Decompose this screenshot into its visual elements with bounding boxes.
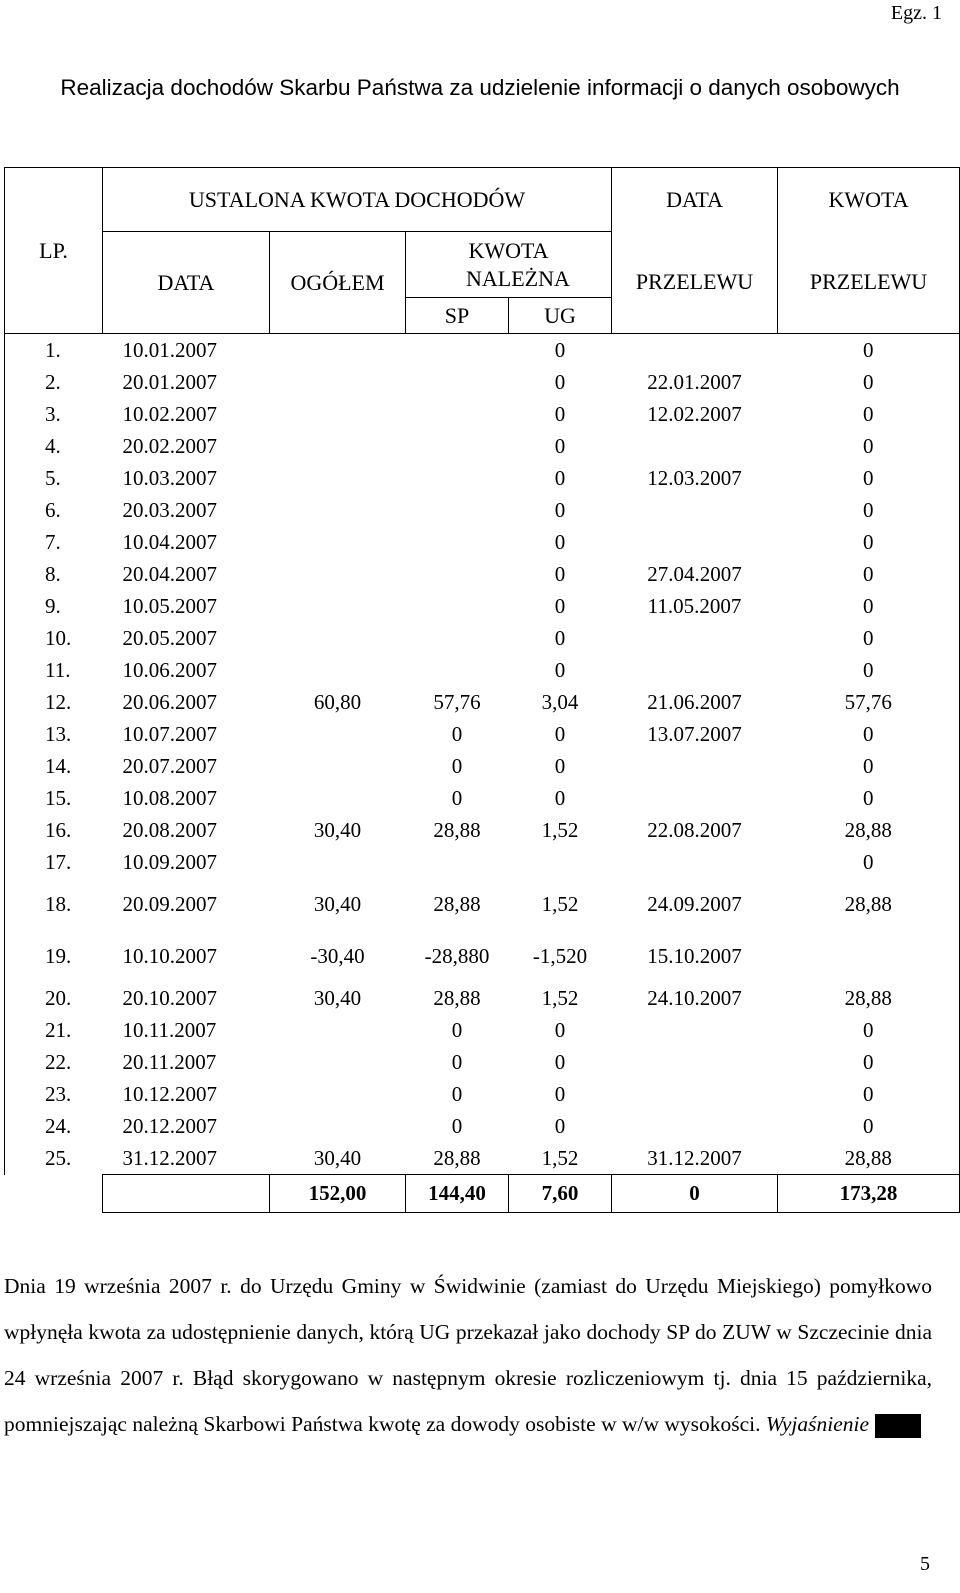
row-date: 10.04.2007 [122,529,217,554]
row-ug: 0 [554,1113,566,1138]
table-row [5,982,960,1014]
row-sp [406,398,509,430]
table-row [5,622,960,654]
row-total [270,334,406,367]
row-transfer-date: 22.08.2007 [647,817,742,842]
row-ug: 0 [554,721,566,746]
row-total [270,494,406,526]
row-date: 20.08.2007 [122,817,217,842]
row-lp: 21. [5,1014,103,1046]
row-ug: 0 [554,1049,566,1074]
row-sp: 28,88 [433,817,481,842]
row-total [270,366,406,398]
table-row [5,558,960,590]
row-total [270,622,406,654]
row-ug: 3,04 [541,689,579,714]
row-lp: 23. [5,1078,103,1110]
row-total [270,398,406,430]
row-date: 10.10.2007 [122,943,217,968]
totals-blank [5,1175,103,1213]
row-date: 10.09.2007 [122,849,217,874]
table-row [5,846,960,878]
header-kwota-przelewu-1: KWOTA [778,168,960,232]
row-date: 20.09.2007 [122,891,217,916]
row-transfer-amount: 0 [778,558,960,590]
row-transfer-amount: 0 [778,654,960,686]
row-ug: 0 [554,465,566,490]
row-transfer-date [612,1110,778,1142]
row-total: 30,40 [313,1145,362,1170]
row-sp: 0 [451,785,463,810]
table-row [5,526,960,558]
row-ug: 0 [554,561,566,586]
row-transfer-amount: 0 [778,334,960,367]
table-row [5,1014,960,1046]
row-transfer-amount: 0 [778,494,960,526]
row-transfer-date: 22.01.2007 [647,369,742,394]
row-ug: 0 [554,497,566,522]
row-ug: 0 [554,1017,566,1042]
totals-ug: 7,60 [509,1175,612,1213]
table-row [5,1110,960,1142]
row-lp: 22. [5,1046,103,1078]
row-transfer-date [612,750,778,782]
row-sp: 0 [451,753,463,778]
table-row [5,750,960,782]
row-date: 10.08.2007 [122,785,217,810]
row-transfer-amount: 0 [778,430,960,462]
row-transfer-amount: 0 [778,366,960,398]
row-total [270,558,406,590]
row-ug: 0 [554,401,566,426]
table-row [5,494,960,526]
row-sp: 28,88 [433,985,481,1010]
header-data: DATA [103,232,270,334]
row-lp: 24. [5,1110,103,1142]
row-transfer-amount [778,930,960,982]
row-date: 10.11.2007 [122,1017,217,1042]
row-ug: 0 [509,334,612,367]
row-transfer-date: 27.04.2007 [647,561,742,586]
row-sp [406,558,509,590]
row-transfer-amount: 0 [778,398,960,430]
row-transfer-amount: 0 [778,750,960,782]
page-number: 5 [920,1553,930,1575]
row-transfer-date [612,526,778,558]
row-date: 20.06.2007 [122,689,217,714]
header-ustalona-kwota: USTALONA KWOTA DOCHODÓW [103,168,612,232]
row-transfer-date: 15.10.2007 [647,943,742,968]
totals-transfer-date: 0 [612,1175,778,1213]
row-transfer-date: 12.03.2007 [647,465,742,490]
row-date: 10.06.2007 [122,657,217,682]
row-total [270,590,406,622]
row-lp: 1. [5,334,103,367]
table-row [5,398,960,430]
row-date: 20.03.2007 [122,497,217,522]
row-transfer-amount: 28,88 [778,1142,960,1175]
row-transfer-date: 12.02.2007 [647,401,742,426]
revenue-table [4,167,960,1213]
header-data-przelewu-1: DATA [612,168,778,232]
row-ug: 0 [554,1081,566,1106]
row-sp [406,622,509,654]
row-transfer-date: 24.09.2007 [647,891,742,916]
table-row [5,654,960,686]
row-ug: -1,520 [532,943,588,968]
row-lp: 18. [5,878,103,930]
row-lp: 13. [5,718,103,750]
totals-blank-cell [103,1175,270,1213]
row-transfer-amount: 28,88 [778,982,960,1014]
row-transfer-amount: 57,76 [778,686,960,718]
row-ug: 0 [554,529,566,554]
row-date: 20.05.2007 [122,625,217,650]
row-transfer-date [612,494,778,526]
header-kwota-przelewu-2: PRZELEWU [778,232,960,334]
note-text: Dnia 19 września 2007 r. do Urzędu Gminy w Świdwinie (zamiast do Urzędu Miejskiego) pomyłkowo wpłynęła kwota za udostępnienie danych, którą UG przekazał jako dochody SP do ZUW w Szczecinie dnia 24 września 2007 r. Błąd skorygowano w następnym okresie rozliczeniowym tj. dnia 15 października, pomniejszając należną Skarbowi Państwa kwotę za dowody osobiste w w/w wysokości. [4,1274,932,1436]
row-lp: 17. [5,846,103,878]
row-lp: 25. [5,1142,103,1175]
header-sp: SP [406,298,509,334]
header-kwota-nalezna: KWOTA NALEŻNA [406,232,612,298]
row-ug: 0 [554,785,566,810]
table-row [5,782,960,814]
table-row [5,590,960,622]
row-transfer-amount: 0 [778,1046,960,1078]
row-transfer-amount: 0 [778,718,960,750]
header-ogolem: OGÓŁEM [270,232,406,334]
row-date: 20.01.2007 [122,369,217,394]
row-total [270,430,406,462]
explanatory-note [4,1263,932,1447]
row-transfer-amount: 28,88 [778,814,960,846]
row-date: 10.12.2007 [122,1081,217,1106]
row-total [270,1078,406,1110]
row-date: 20.07.2007 [122,753,217,778]
row-total [270,1110,406,1142]
row-total [270,846,406,878]
row-lp: 20. [5,982,103,1014]
table-row [5,878,960,930]
row-date: 10.05.2007 [122,593,217,618]
row-lp: 2. [5,366,103,398]
header-ug: UG [509,298,612,334]
row-sp [406,334,509,367]
row-transfer-date: 21.06.2007 [647,689,742,714]
row-lp: 10. [5,622,103,654]
row-lp: 3. [5,398,103,430]
row-ug: 0 [554,625,566,650]
row-transfer-date: 31.12.2007 [647,1145,742,1170]
row-lp: 4. [5,430,103,462]
row-total [270,462,406,494]
row-transfer-date [612,334,778,367]
totals-sp: 144,40 [406,1175,509,1213]
row-lp: 12. [5,686,103,718]
row-lp: 16. [5,814,103,846]
row-transfer-amount: 0 [778,846,960,878]
row-sp [406,430,509,462]
row-sp: 0 [451,721,463,746]
row-ug: 0 [554,753,566,778]
row-ug: 1,52 [541,985,579,1010]
row-ug: 0 [554,657,566,682]
table-row [5,814,960,846]
row-date: 20.10.2007 [122,985,217,1010]
table-row [5,1046,960,1078]
row-date: 10.07.2007 [122,721,217,746]
row-transfer-date [612,846,778,878]
row-transfer-date [612,654,778,686]
row-lp: 6. [5,494,103,526]
row-ug: 1,52 [541,1145,579,1170]
row-transfer-amount: 0 [778,590,960,622]
row-total: 60,80 [313,689,362,714]
row-date: 20.02.2007 [122,433,217,458]
row-transfer-amount: 0 [778,1110,960,1142]
row-ug [509,846,612,878]
table-row [5,430,960,462]
row-sp: 57,76 [433,689,481,714]
row-sp [406,494,509,526]
table-row [5,1078,960,1110]
row-transfer-amount: 0 [778,1014,960,1046]
document-title: Realizacja dochodów Skarbu Państwa za udzielenie informacji o danych osobowych [60,75,900,100]
row-lp: 15. [5,782,103,814]
totals-amount: 173,28 [778,1175,960,1213]
row-date: 10.01.2007 [103,334,270,367]
row-transfer-amount: 28,88 [778,878,960,930]
row-transfer-amount: 0 [778,782,960,814]
row-total [270,750,406,782]
row-lp: 8. [5,558,103,590]
row-sp: 0 [451,1113,463,1138]
row-lp: 14. [5,750,103,782]
row-total [270,1046,406,1078]
row-lp: 9. [5,590,103,622]
row-lp: 19. [5,930,103,982]
row-date: 20.11.2007 [122,1049,217,1074]
row-total [270,526,406,558]
totals-total: 152,00 [270,1175,406,1213]
row-date: 10.02.2007 [122,401,217,426]
row-transfer-amount: 0 [778,526,960,558]
table-row [5,930,960,982]
table-row [5,366,960,398]
row-sp [406,526,509,558]
row-transfer-date [612,1014,778,1046]
row-transfer-date: 13.07.2007 [647,721,742,746]
row-sp: 28,88 [433,891,481,916]
row-transfer-amount: 0 [778,462,960,494]
row-total [270,718,406,750]
row-transfer-date [612,430,778,462]
row-sp [406,846,509,878]
row-ug: 1,52 [541,817,579,842]
row-total: 30,40 [313,891,362,916]
row-total [270,1014,406,1046]
header-data-przelewu-2: PRZELEWU [612,232,778,334]
row-ug: 0 [554,593,566,618]
note-italic: Wyjaśnienie [765,1412,870,1436]
totals-row [5,1175,960,1213]
row-date: 31.12.2007 [122,1145,217,1170]
table-row [5,1142,960,1175]
table-row [5,686,960,718]
row-transfer-date [612,1078,778,1110]
row-transfer-date [612,782,778,814]
row-transfer-amount: 0 [778,1078,960,1110]
row-transfer-date: 24.10.2007 [647,985,742,1010]
row-sp: 0 [451,1017,463,1042]
row-ug: 0 [554,433,566,458]
row-transfer-date: 11.05.2007 [647,593,742,618]
row-total: -30,40 [310,943,365,968]
table-row [5,462,960,494]
row-sp: 28,88 [433,1145,481,1170]
row-total [270,654,406,686]
row-sp: 0 [451,1049,463,1074]
row-sp: -28,880 [424,943,490,968]
copy-label: Egz. 1 [890,2,942,24]
row-lp: 5. [5,462,103,494]
table-row [5,334,960,367]
row-sp [406,366,509,398]
redaction-box [875,1414,921,1438]
row-lp: 7. [5,526,103,558]
row-sp [406,462,509,494]
row-transfer-date [612,622,778,654]
row-ug: 0 [554,369,566,394]
header-lp: LP. [5,168,103,334]
row-date: 20.04.2007 [122,561,217,586]
row-lp: 11. [5,654,103,686]
row-total: 30,40 [313,985,362,1010]
row-transfer-amount: 0 [778,622,960,654]
row-date: 10.03.2007 [122,465,217,490]
row-sp: 0 [451,1081,463,1106]
table-row [5,718,960,750]
row-transfer-date [612,1046,778,1078]
row-total: 30,40 [313,817,362,842]
row-date: 20.12.2007 [122,1113,217,1138]
row-sp [406,654,509,686]
row-total [270,782,406,814]
row-sp [406,590,509,622]
row-ug: 1,52 [541,891,579,916]
